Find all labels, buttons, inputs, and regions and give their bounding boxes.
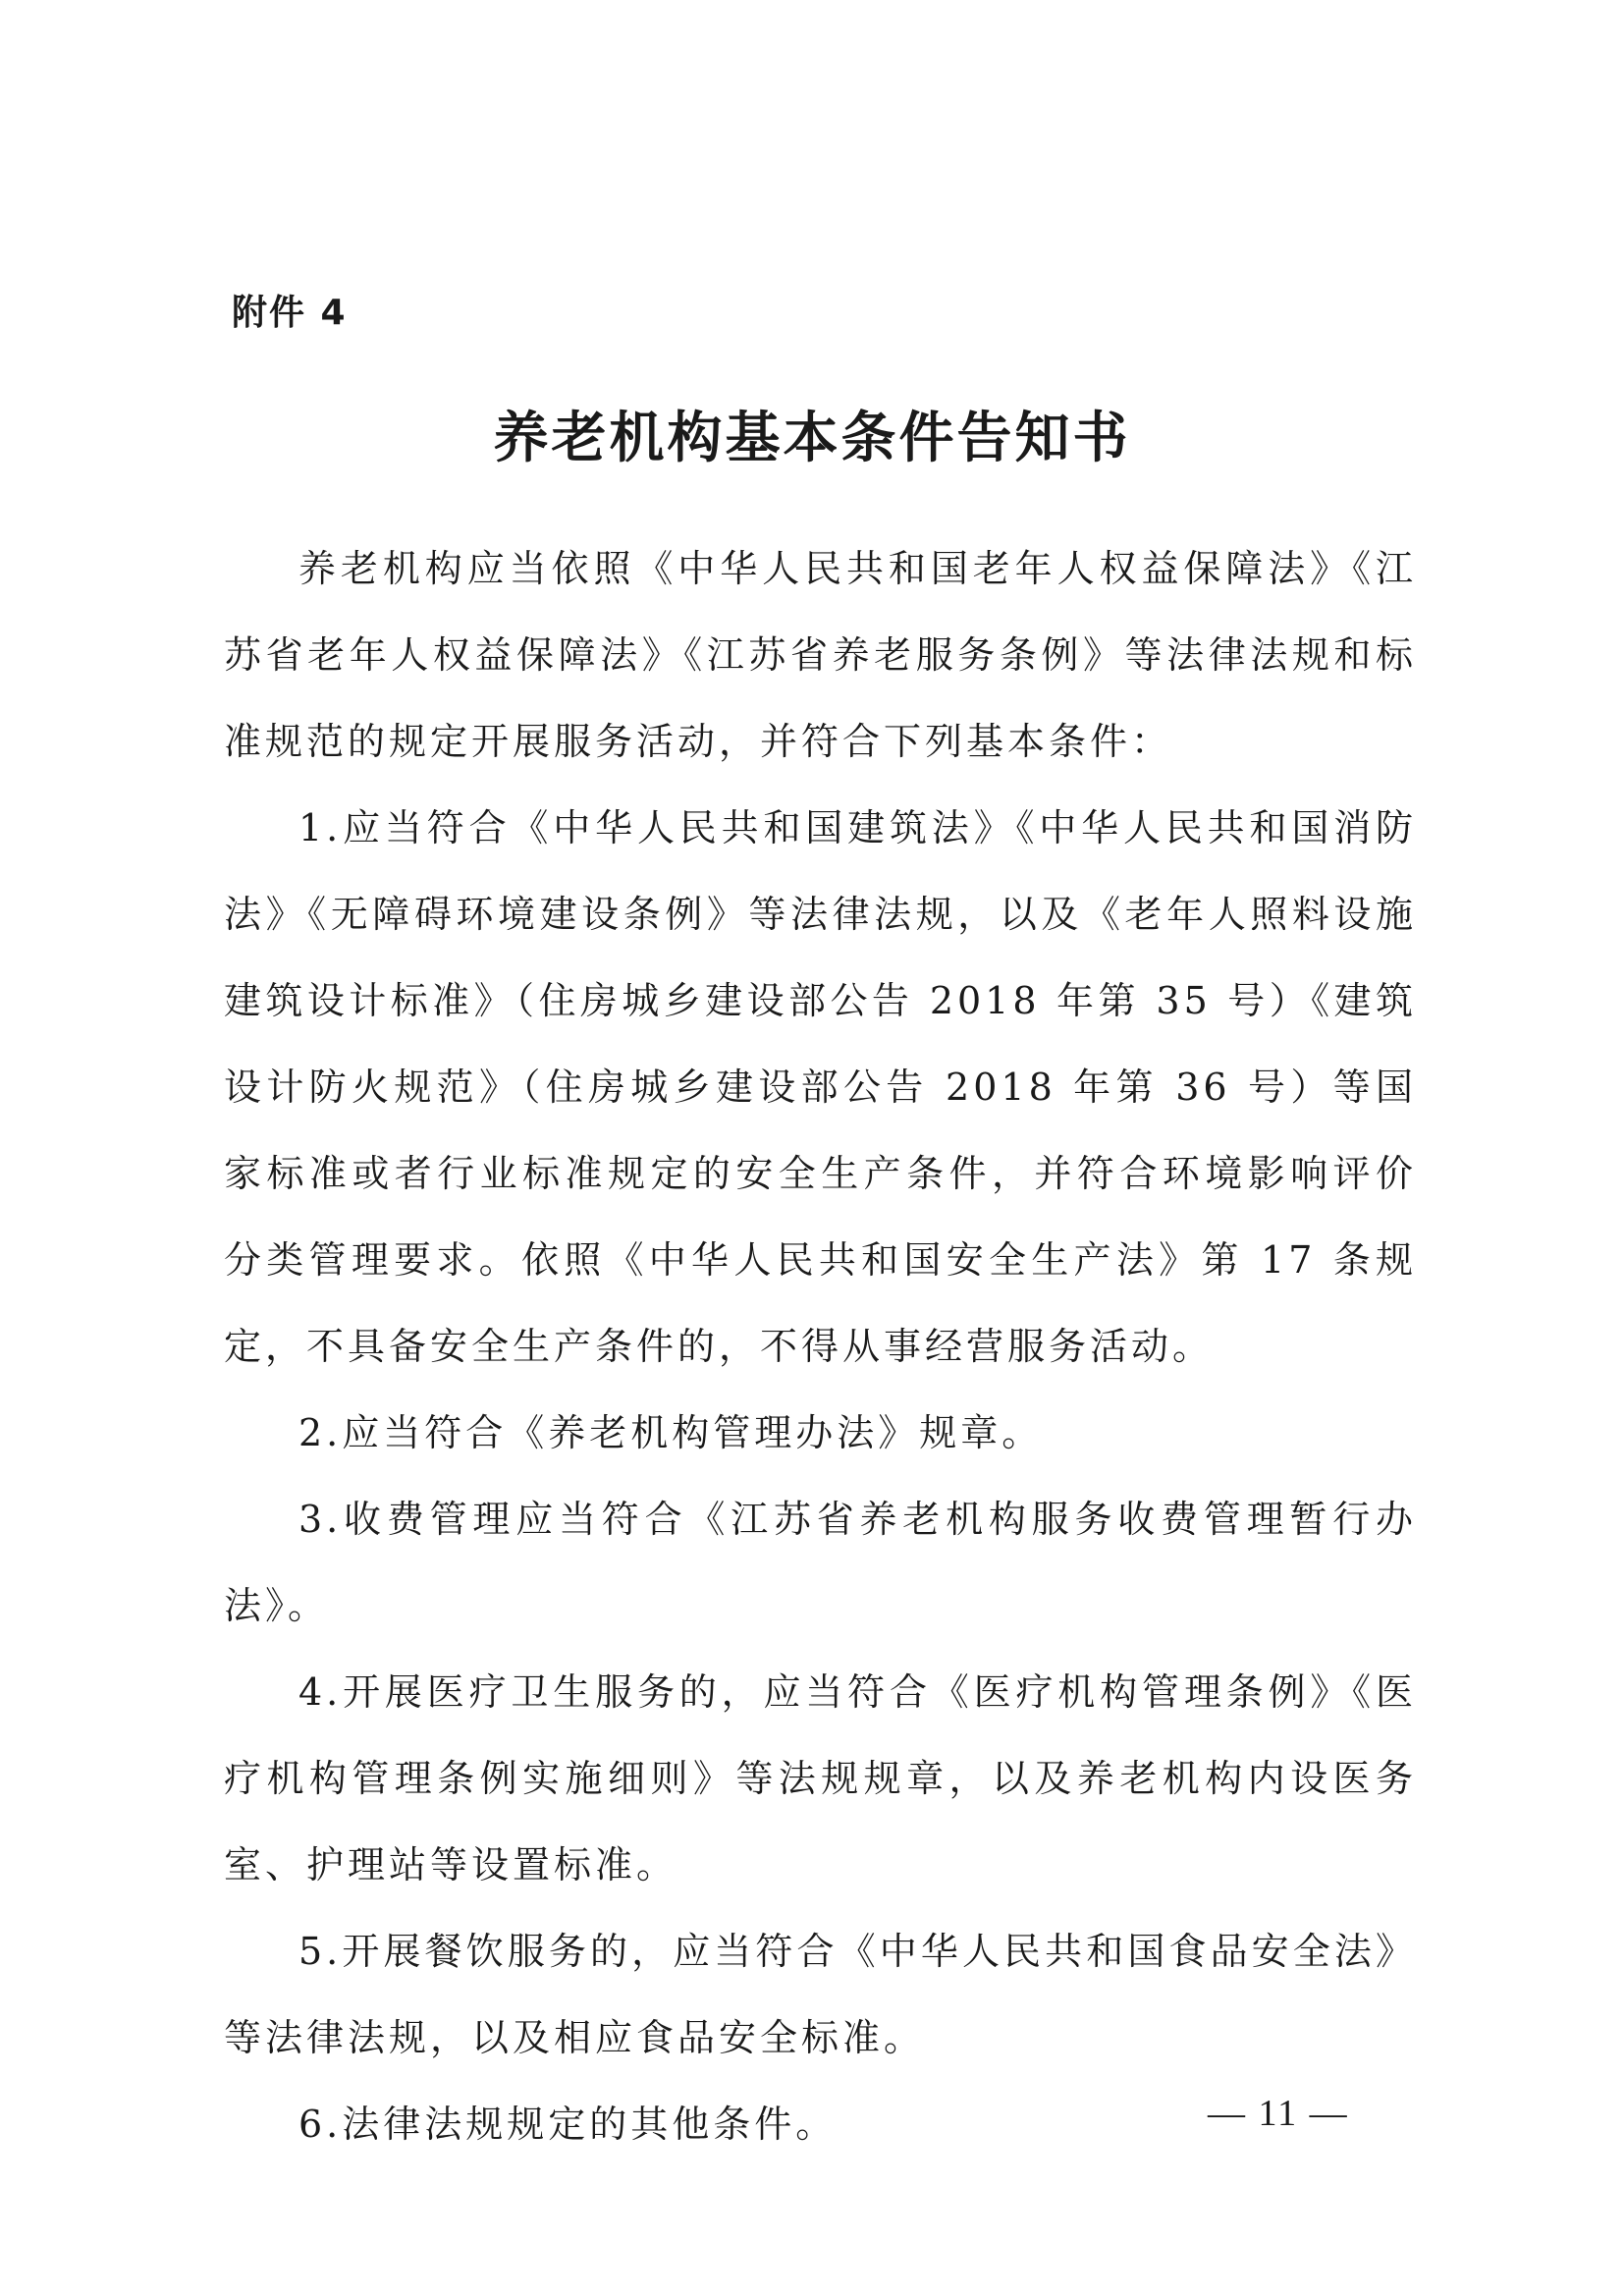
condition-item-6: 6.法律法规规定的其他条件。 — [298, 2103, 838, 2146]
document-body — [224, 525, 1417, 2167]
condition-item-2: 2.应当符合《养老机构管理办法》规章。 — [298, 1411, 1044, 1454]
document-title: 养老机构基本条件告知书 — [493, 407, 1131, 470]
attachment-label: 附件 4 — [232, 293, 348, 333]
condition-item-5: 5.开展餐饮服务的，应当符合《中华人民共和国食品安全法》等法律法规，以及相应食品安全标准。 — [224, 1930, 1417, 2059]
condition-item-4: 4.开展医疗卫生服务的，应当符合《医疗机构管理条例》《医疗机构管理条例实施细则》等法规规章，以及养老机构内设医务室、护理站等设置标准。 — [224, 1670, 1417, 1886]
condition-item-1: 1.应当符合《中华人民共和国建筑法》《中华人民共和国消防法》《无障碍环境建设条例》等法律法规，以及《老年人照料设施建筑设计标准》（住房城乡建设部公告 2018 年第 35 号）《建筑设计防火规范》（住房城乡建设部公告 2018 年第 36 号）等国家标准或者行业标准规定的安全生产条件，并符合环境影响评价分类管理要求。依照《中华人民共和国安全生产法》第 17 条规定，不具备安全生产条件的，不得从事经营服务活动。 — [224, 806, 1417, 1368]
intro-paragraph: 养老机构应当依照《中华人民共和国老年人权益保障法》《江苏省老年人权益保障法》《江苏省养老服务条例》等法律法规和标准规范的规定开展服务活动，并符合下列基本条件： — [224, 547, 1417, 763]
condition-item-3: 3.收费管理应当符合《江苏省养老机构服务收费管理暂行办法》。 — [224, 1498, 1417, 1627]
page-number: — 11 — — [1208, 2093, 1349, 2134]
